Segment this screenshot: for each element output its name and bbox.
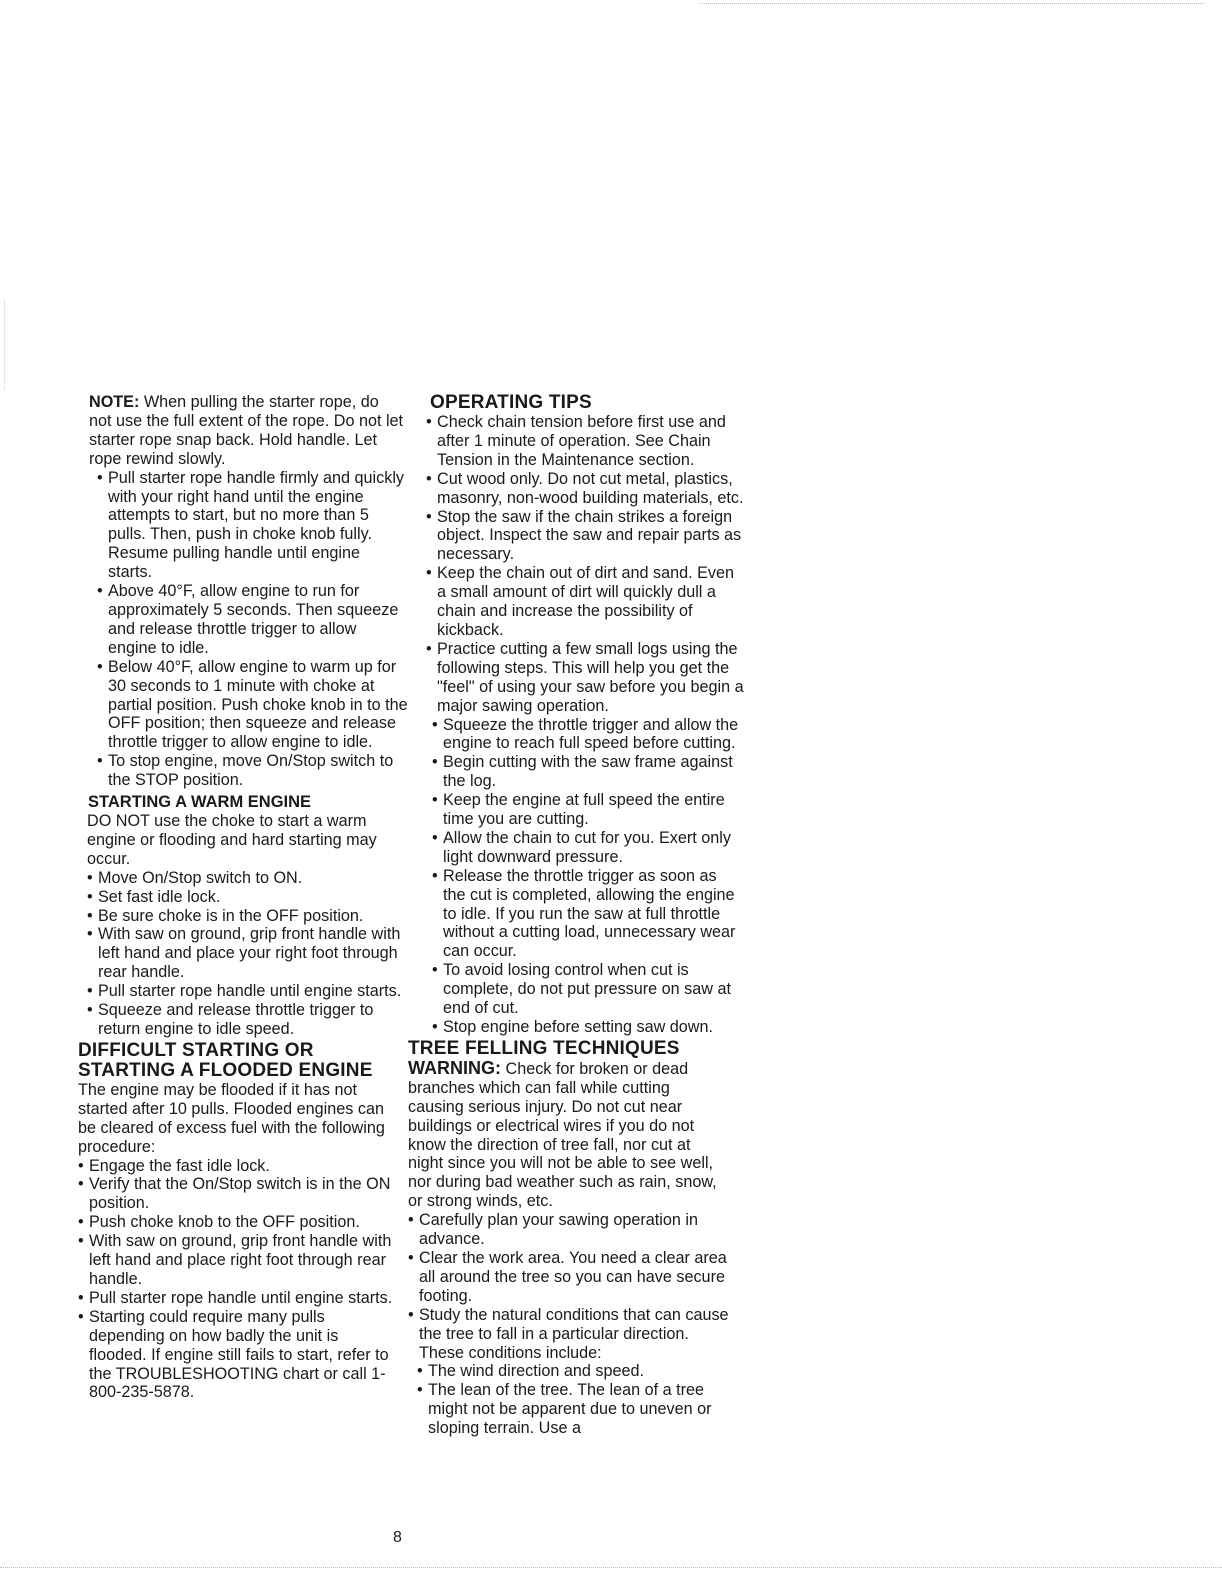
list-item: • Release the throttle trigger as soon as the cut is completed, allowing the engine to idle. If you run the saw at full throttle without a cutting load, unnecessary wear can occur.	[443, 867, 743, 962]
list-item: • Stop engine before setting saw down.	[443, 1018, 743, 1037]
list-item: • Keep the chain out of dirt and sand. Even a small amount of dirt will quickly dull a chain and increase the possibility of kickback.	[437, 564, 747, 640]
list-item: • Starting could require many pulls depending on how badly the unit is flooded. If engine still fails to start, refer to the TROUBLESHOOTING chart or call 1-800-235-5878.	[89, 1308, 399, 1403]
list-item: • Set fast idle lock.	[98, 888, 403, 907]
note-label: NOTE:	[89, 393, 140, 411]
list-item: • Squeeze the throttle trigger and allow the engine to reach full speed before cutting.	[443, 716, 743, 754]
list-item: • Be sure choke is in the OFF position.	[98, 907, 403, 926]
operating-tips-heading: OPERATING TIPS	[430, 392, 592, 413]
left-column	[78, 393, 408, 1402]
scan-edge-mark	[4, 300, 5, 390]
flooded-heading-line2: STARTING A FLOODED ENGINE	[78, 1059, 373, 1081]
page-number: 8	[393, 1529, 402, 1546]
warm-engine-list	[98, 869, 403, 1039]
list-item: • With saw on ground, grip front handle with left hand and place right foot through rear handle.	[89, 1232, 399, 1289]
list-item: • Keep the engine at full speed the entire time you are cutting.	[443, 791, 743, 829]
list-item: • Study the natural conditions that can cause the tree to fall in a particular direction. These conditions include:	[419, 1306, 729, 1363]
flooded-intro: The engine may be flooded if it has not started after 10 pulls. Flooded engines can be cleared of excess fuel with the following procedure:	[78, 1080, 385, 1156]
warning-label: WARNING:	[408, 1057, 501, 1078]
scan-bottom-rule	[0, 1567, 1222, 1568]
list-item: • Engage the fast idle lock.	[89, 1157, 399, 1176]
note-paragraph	[89, 393, 404, 469]
operating-tips-list	[437, 413, 747, 716]
list-item: • The wind direction and speed.	[428, 1362, 728, 1381]
warning-text: Check for broken or dead branches which can fall while cutting causing serious injury. Do not cut near buildings or electrical wires if you do not know the direction of tree fall, nor cut at night since you will not be able to see well, nor during bad weather such as rain, snow, or strong winds, etc.	[408, 1059, 717, 1211]
list-item: • Check chain tension before first use and after 1 minute of operation. See Chain Tension in the Maintenance section.	[437, 413, 747, 470]
scan-top-rule	[700, 3, 1205, 4]
note-text: When pulling the starter rope, do not use the full extent of the rope. Do not let starter rope snap back. Hold handle. Let rope rewind slowly.	[89, 393, 404, 468]
list-item: • Carefully plan your sawing operation in advance.	[419, 1211, 729, 1249]
list-item: • To avoid losing control when cut is complete, do not put pressure on saw at end of cut.	[443, 961, 743, 1018]
list-item: • Cut wood only. Do not cut metal, plastics, masonry, non-wood building materials, etc.	[437, 470, 747, 508]
list-item: • Pull starter rope handle until engine starts.	[98, 982, 403, 1001]
list-item: • With saw on ground, grip front handle with left hand and place your right foot through rear handle.	[98, 925, 403, 982]
flooded-engine-list	[89, 1157, 399, 1403]
list-item: • Move On/Stop switch to ON.	[98, 869, 403, 888]
warning-paragraph	[408, 1059, 728, 1211]
practice-steps-list	[443, 716, 743, 1037]
list-item: • The lean of the tree. The lean of a tree might not be apparent due to uneven or sloping terrain. Use a	[428, 1381, 728, 1438]
list-item: • Practice cutting a few small logs using the following steps. This will help you get the "feel" of using your saw before you begin a major sawing operation.	[437, 640, 747, 716]
list-item: • Pull starter rope handle firmly and quickly with your right hand until the engine attempts to start, but no more than 5 pulls. Then, push in choke knob fully. Resume pulling handle until engine starts.	[108, 469, 408, 582]
list-item: • Verify that the On/Stop switch is in the ON position.	[89, 1175, 399, 1213]
list-item: • Begin cutting with the saw frame against the log.	[443, 753, 743, 791]
list-item: • Squeeze and release throttle trigger to return engine to idle speed.	[98, 1001, 403, 1039]
right-column	[408, 393, 753, 1438]
list-item: • Push choke knob to the OFF position.	[89, 1213, 399, 1232]
warm-engine-intro: DO NOT use the choke to start a warm engine or flooding and hard starting may occur.	[87, 812, 377, 868]
felling-steps-list	[419, 1211, 729, 1362]
list-item: • Pull starter rope handle until engine starts.	[89, 1289, 399, 1308]
flooded-heading-line1: DIFFICULT STARTING OR	[78, 1039, 314, 1061]
conditions-list	[428, 1362, 728, 1438]
warm-engine-heading: STARTING A WARM ENGINE	[88, 793, 312, 812]
list-item: • Stop the saw if the chain strikes a foreign object. Inspect the saw and repair parts as necessary.	[437, 508, 747, 565]
starting-steps-list	[108, 469, 408, 790]
list-item: • Allow the chain to cut for you. Exert only light downward pressure.	[443, 829, 743, 867]
list-item: • Below 40°F, allow engine to warm up for 30 seconds to 1 minute with choke at partial position. Push choke knob in to the OFF position; then squeeze and release throttle trigger to allow engine to idle.	[108, 658, 408, 753]
tree-felling-heading: TREE FELLING TECHNIQUES	[408, 1037, 680, 1059]
list-item: • Clear the work area. You need a clear area all around the tree so you can have secure footing.	[419, 1249, 729, 1306]
list-item: • To stop engine, move On/Stop switch to the STOP position.	[108, 752, 408, 790]
list-item: • Above 40°F, allow engine to run for approximately 5 seconds. Then squeeze and release throttle trigger to allow engine to idle.	[108, 582, 408, 658]
